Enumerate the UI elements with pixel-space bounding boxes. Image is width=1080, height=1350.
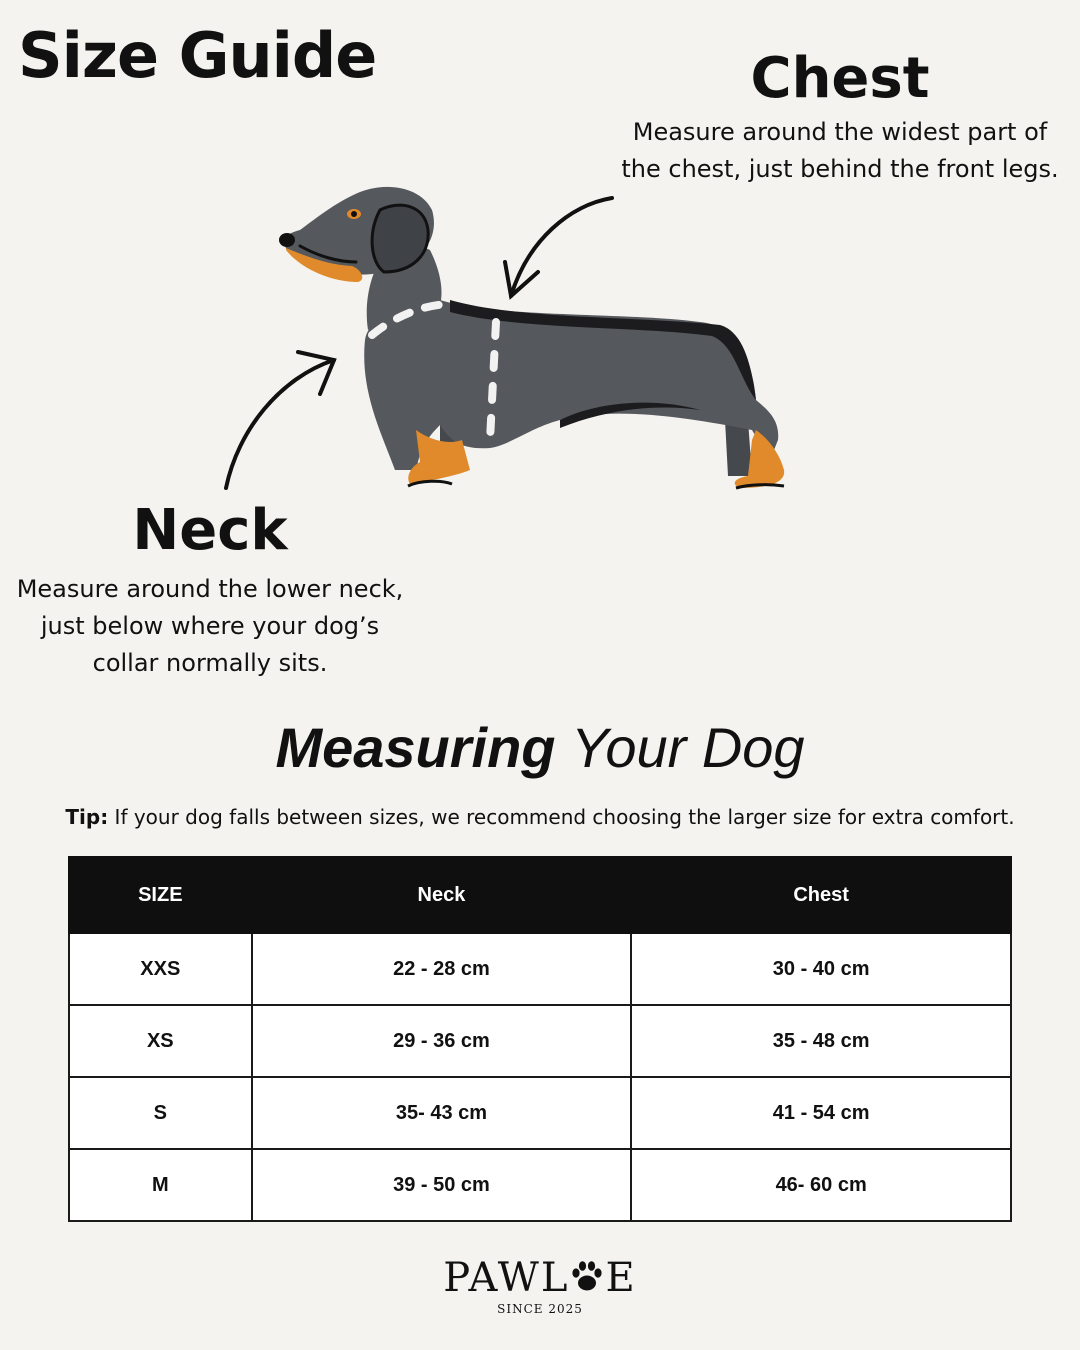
section-heading-light: Your Dog	[571, 716, 805, 779]
table-cell-chest: 46- 60 cm	[631, 1149, 1011, 1221]
brand-name-left: PAWL	[443, 1255, 570, 1301]
table-header-size: SIZE	[69, 857, 252, 933]
neck-description	[0, 571, 420, 682]
brand-name-right: E	[605, 1255, 637, 1301]
table-cell-neck: 39 - 50 cm	[252, 1149, 632, 1221]
neck-description-line: collar normally sits.	[92, 649, 328, 677]
table-cell-chest: 41 - 54 cm	[631, 1077, 1011, 1149]
table-cell-neck: 35- 43 cm	[252, 1077, 632, 1149]
dachshund-illustration	[0, 0, 1080, 563]
table-cell-chest: 30 - 40 cm	[631, 933, 1011, 1005]
table-row	[69, 1005, 1011, 1077]
table-cell-size: S	[69, 1077, 252, 1149]
table-row	[69, 933, 1011, 1005]
table-cell-size: XXS	[69, 933, 252, 1005]
brand-name	[0, 1256, 1080, 1300]
table-cell-size: XS	[69, 1005, 252, 1077]
chest-description-line: the chest, just behind the front legs.	[621, 155, 1059, 183]
tip-label: Tip:	[65, 805, 109, 829]
size-table	[68, 856, 1012, 1222]
page-title: Size Guide	[18, 19, 377, 92]
table-cell-size: M	[69, 1149, 252, 1221]
chest-heading: Chest	[750, 46, 930, 111]
table-cell-neck: 22 - 28 cm	[252, 933, 632, 1005]
table-header-chest: Chest	[631, 857, 1011, 933]
brand-tagline: SINCE 2025	[497, 1302, 583, 1316]
brand-logo	[0, 1256, 1080, 1316]
table-header-row	[69, 857, 1011, 933]
table-row	[69, 1149, 1011, 1221]
neck-description-line: Measure around the lower neck,	[16, 575, 404, 603]
neck-heading: Neck	[132, 498, 288, 563]
paw-icon	[569, 1258, 605, 1294]
section-heading	[0, 712, 1080, 785]
tip-text: If your dog falls between sizes, we recommend choosing the larger size for extra comfort.	[108, 805, 1015, 829]
table-cell-chest: 35 - 48 cm	[631, 1005, 1011, 1077]
chest-arrow-icon	[505, 198, 612, 296]
table-header-neck: Neck	[252, 857, 632, 933]
table-cell-neck: 29 - 36 cm	[252, 1005, 632, 1077]
section-heading-bold: Measuring	[275, 716, 556, 779]
table-row	[69, 1077, 1011, 1149]
neck-description-line: just below where your dog’s	[40, 612, 380, 640]
tip-line	[0, 802, 1080, 832]
neck-arrow-icon	[226, 352, 334, 488]
chest-description-line: Measure around the widest part of	[632, 118, 1048, 146]
